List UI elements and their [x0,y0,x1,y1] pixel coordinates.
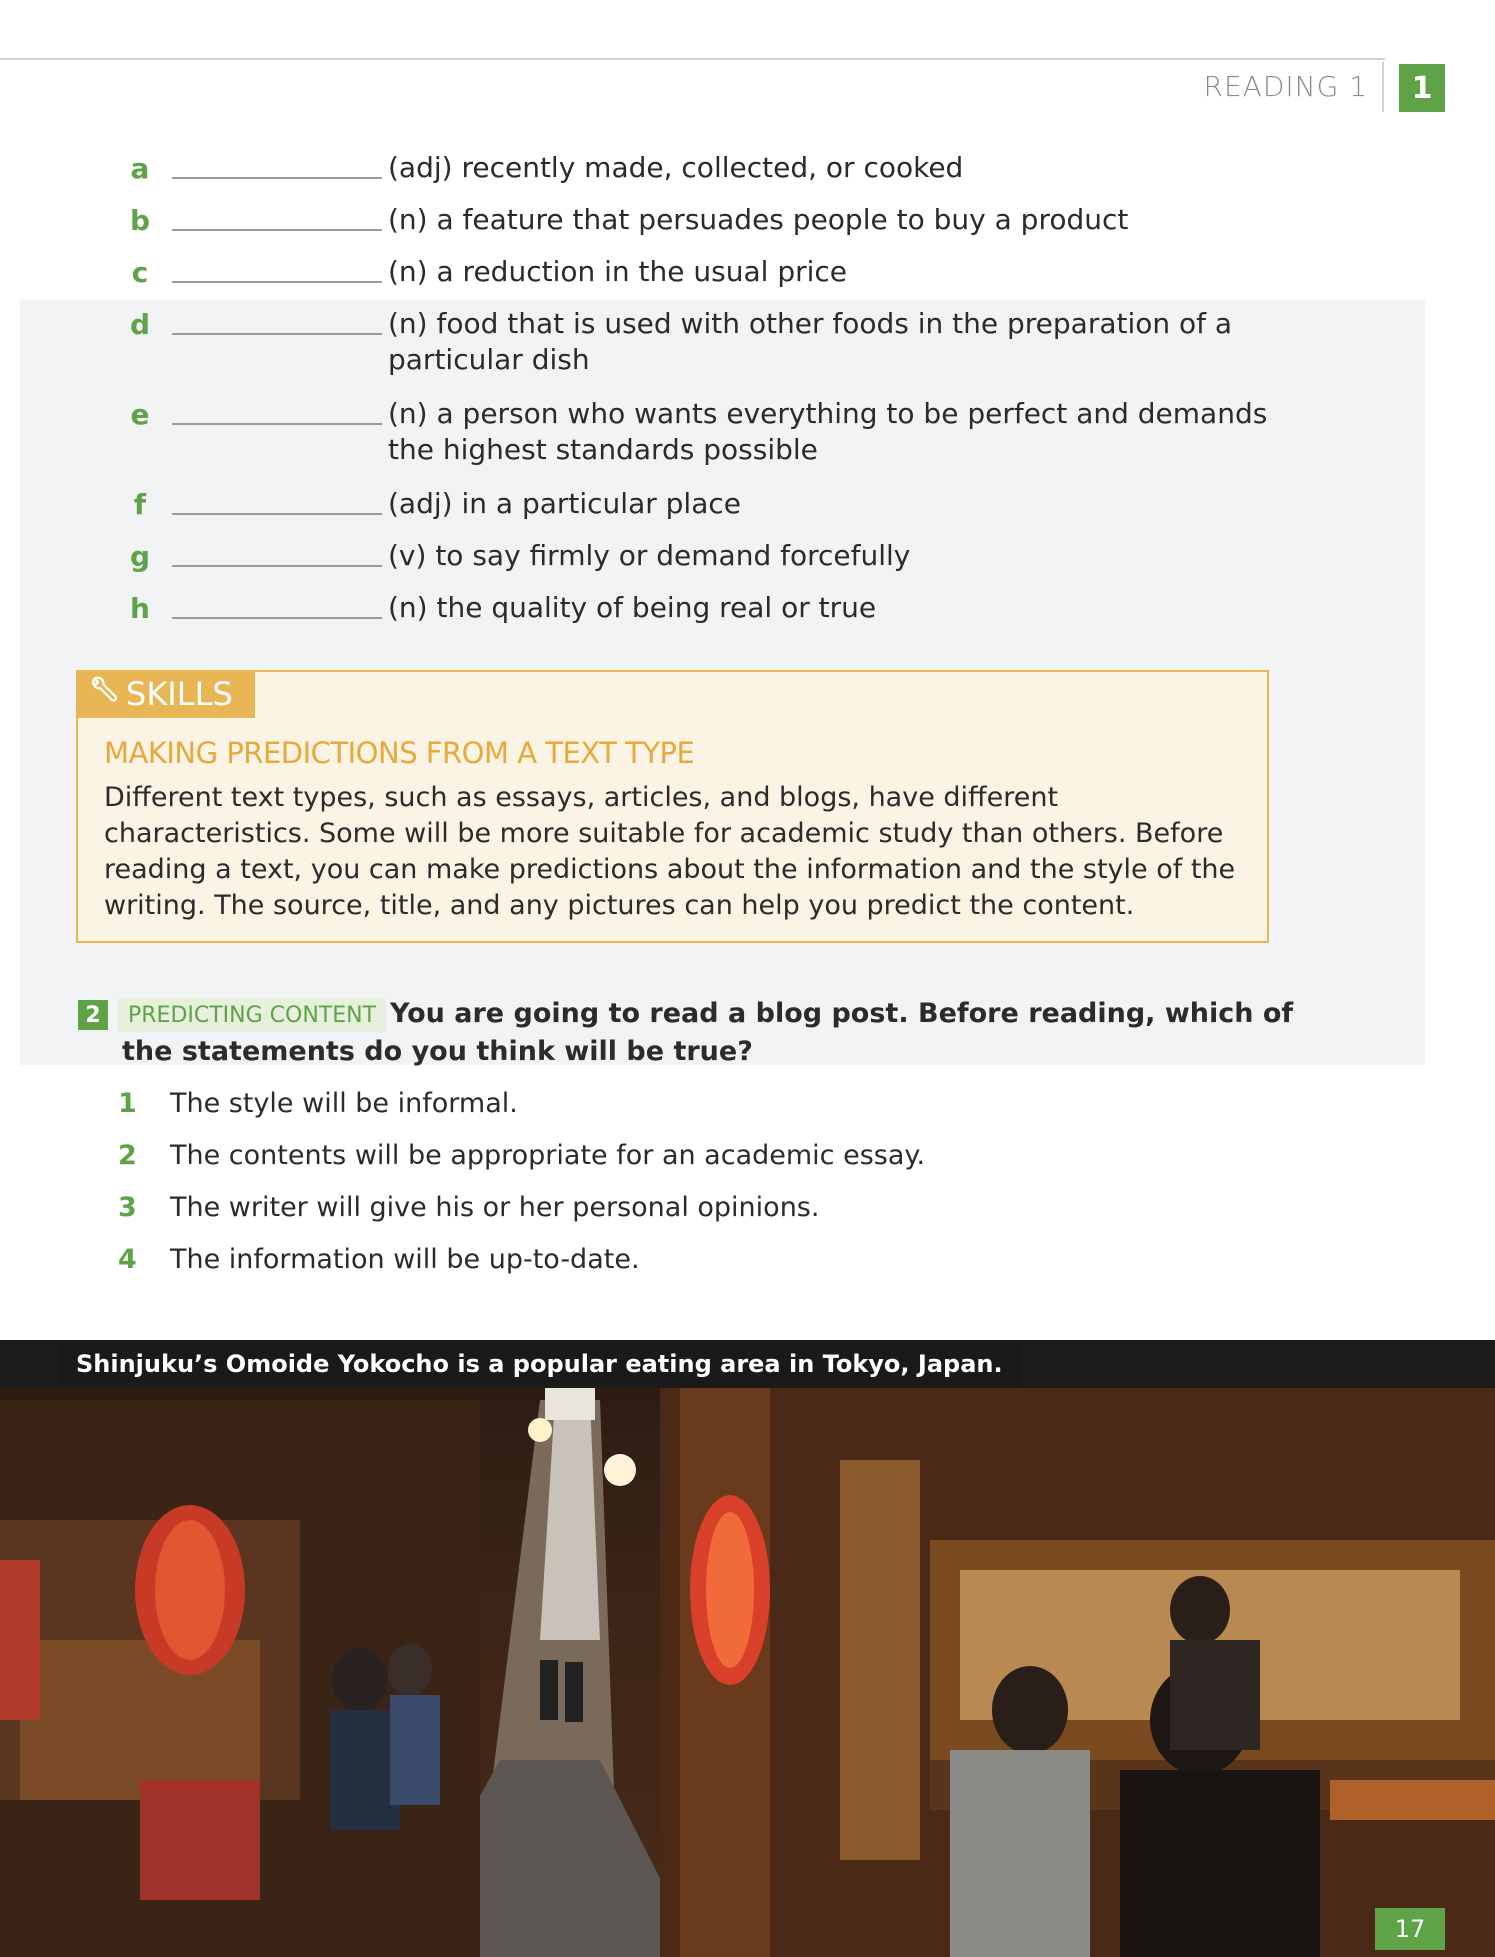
exercise-question-line-2: the statements do you think will be true? [122,1036,753,1067]
page-number: 17 [1375,1908,1445,1950]
answer-blank[interactable] [172,565,382,567]
alley-photo [0,1340,1495,1957]
vocab-definition: (adj) recently made, collected, or cooked [388,151,964,184]
statement-text: The information will be up-to-date. [170,1244,640,1275]
vocab-letter: e [130,398,150,431]
exercise-question-line-1: You are going to read a blog post. Before reading, which of [390,998,1294,1029]
wrench-icon [88,675,118,713]
vocab-definition: (n) the quality of being real or true [388,591,877,624]
statement-number: 2 [118,1140,137,1171]
vocab-definition: (n) food that is used with other foods in the preparation of a particular dish [388,307,1233,376]
statement-item [0,1088,1495,1128]
header-divider [1382,62,1384,112]
vocab-letter: h [130,592,150,625]
unit-number-badge: 1 [1399,64,1445,112]
answer-blank[interactable] [172,177,382,179]
vocab-definition: (n) a person who wants everything to be perfect and demands the highest standards possible [388,397,1268,466]
statement-text: The contents will be appropriate for an academic essay. [170,1140,926,1171]
answer-blank[interactable] [172,229,382,231]
photo-caption: Shinjuku’s Omoide Yokocho is a popular eating area in Tokyo, Japan. [60,1343,1019,1385]
statement-text: The writer will give his or her personal opinions. [170,1192,820,1223]
answer-blank[interactable] [172,281,382,283]
section-label: READING 1 [1203,70,1368,103]
answer-blank[interactable] [172,617,382,619]
vocab-definition: (n) a feature that persuades people to buy a product [388,203,1129,236]
vocab-definition: (v) to say firmly or demand forcefully [388,539,911,572]
vocab-letter: b [129,204,151,237]
answer-blank[interactable] [172,333,382,335]
vocab-letter: c [131,256,149,289]
statement-text: The style will be informal. [170,1088,518,1119]
skills-tab-label: SKILLS [126,675,233,713]
exercise-tag: PREDICTING CONTENT [118,998,386,1032]
statement-number: 1 [118,1088,137,1119]
statement-item [0,1140,1495,1180]
statement-number: 3 [118,1192,137,1223]
answer-blank[interactable] [172,423,382,425]
skills-tab [76,670,255,718]
vocab-letter: a [130,152,150,185]
statement-item [0,1192,1495,1232]
skills-body-text: Different text types, such as essays, articles, and blogs, have different characteristics. Some will be more suitable for academic study than others. Before reading a text, you can make predictions about the information and the style of the writing. The source, title, and any pictures can help you predict the content. [104,782,1236,921]
header-rule [0,58,1385,60]
exercise-number: 2 [78,1000,108,1030]
vocab-definition: (adj) in a particular place [388,487,741,520]
alley-photo-illustration [0,1340,1495,1957]
skills-heading: MAKING PREDICTIONS FROM A TEXT TYPE [104,736,695,770]
skills-box [76,670,1269,943]
statement-item [0,1244,1495,1284]
answer-blank[interactable] [172,513,382,515]
vocab-letter: d [129,308,151,341]
vocab-letter: f [133,488,147,521]
statement-number: 4 [118,1244,137,1275]
vocab-definition: (n) a reduction in the usual price [388,255,848,288]
vocab-letter: g [129,540,151,573]
